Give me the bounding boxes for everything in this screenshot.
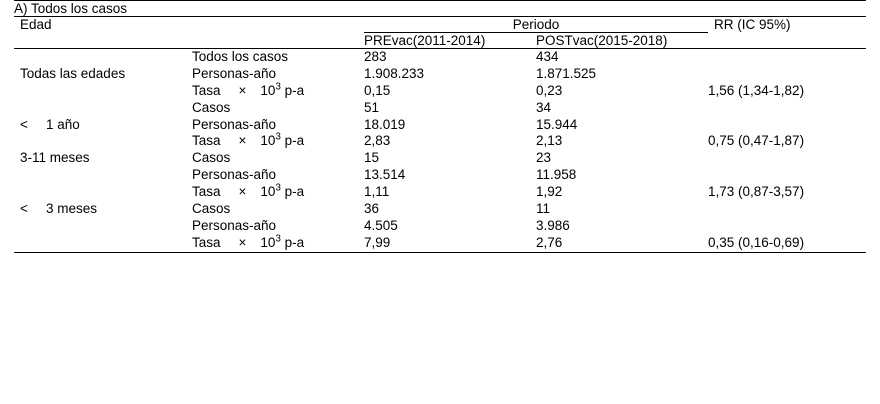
rate-base: 10 — [260, 82, 276, 98]
row-value-pre: 51 — [364, 99, 380, 115]
row-label: Casos — [192, 99, 231, 115]
less-than-sign: < — [20, 116, 28, 132]
group-edad-label — [14, 201, 192, 218]
group-edad-label — [14, 184, 192, 201]
row-label-rate — [192, 235, 364, 252]
row-value-pre: 2,83 — [364, 133, 391, 149]
row-value-rr — [708, 66, 866, 83]
group-edad-label — [14, 100, 192, 117]
table-row — [14, 167, 866, 184]
row-value-post: 11 — [536, 200, 551, 216]
row-value-post: 34 — [536, 99, 552, 115]
rate-unit: p-a — [284, 184, 305, 199]
row-label-rate — [192, 83, 364, 100]
multiply-sign: × — [238, 234, 247, 250]
group-edad-label: Todas las edades — [20, 65, 126, 81]
header-periodo: Periodo — [364, 17, 708, 33]
row-value-post: 3.986 — [536, 217, 570, 233]
row-value-post: 11.958 — [536, 167, 577, 183]
row-value-rr: 0,35 (0,16-0,69) — [708, 235, 866, 252]
row-value-pre: 15 — [364, 150, 380, 166]
subheader-spacer-3 — [708, 33, 866, 49]
age-value: 1 año — [46, 116, 80, 132]
age-value: 3 meses — [46, 200, 98, 216]
group-edad-label: 3-11 meses — [20, 150, 90, 166]
multiply-sign: × — [238, 82, 247, 98]
age-range — [20, 117, 80, 134]
rate-unit: p-a — [284, 234, 305, 250]
row-value-pre: 0,15 — [364, 82, 391, 98]
table-row — [14, 235, 866, 252]
row-value-post: 2,76 — [536, 235, 708, 252]
header-spacer — [192, 17, 364, 33]
group-edad-label — [14, 133, 192, 150]
table-header-row-1 — [14, 17, 866, 33]
rate-unit: p-a — [284, 133, 305, 149]
subheader-spacer-2 — [192, 33, 364, 49]
row-value-pre: 1,11 — [364, 184, 390, 199]
subheader-prevac: PREvac(2011-2014) — [364, 33, 536, 49]
row-label: Personas-año — [192, 116, 277, 132]
rate-exponent: 3 — [275, 131, 281, 143]
row-value-pre: 283 — [364, 49, 387, 64]
row-value-rr: 1,56 (1,34-1,82) — [708, 82, 805, 98]
table-row — [14, 117, 866, 134]
rate-exponent: 3 — [275, 182, 281, 194]
multiply-sign: × — [238, 184, 247, 199]
row-value-rr — [708, 167, 866, 184]
row-value-post: 1.871.525 — [536, 65, 597, 81]
group-edad-label — [14, 49, 192, 66]
table-row — [14, 100, 866, 117]
subheader-postvac: POSTvac(2015-2018) — [536, 33, 708, 49]
row-value-rr — [708, 201, 866, 218]
table-row — [14, 49, 866, 66]
table-row — [14, 66, 866, 83]
row-label: Casos — [192, 150, 231, 166]
row-value-post: 0,23 — [536, 82, 563, 98]
row-value-post: 15.944 — [536, 116, 578, 132]
row-label-rate — [192, 133, 364, 150]
table-row — [14, 184, 866, 201]
rate-word: Tasa — [192, 234, 221, 250]
row-label: Todos los casos — [192, 49, 289, 64]
multiply-sign: × — [238, 133, 247, 149]
row-value-rr — [708, 100, 866, 117]
statistics-table — [14, 0, 866, 253]
row-value-post: 434 — [536, 49, 559, 64]
group-edad-label — [14, 83, 192, 100]
row-value-rr — [708, 49, 866, 66]
rate-exponent: 3 — [275, 233, 281, 245]
row-value-rr — [708, 150, 866, 167]
rate-base: 10 — [260, 184, 276, 199]
subheader-spacer-1 — [14, 33, 192, 49]
table-title: A) Todos los casos — [14, 1, 866, 17]
row-value-rr — [708, 218, 866, 235]
table-row — [14, 201, 866, 218]
rate-base: 10 — [260, 234, 276, 250]
group-edad-label — [14, 235, 192, 252]
row-value-post: 1,92 — [536, 184, 563, 199]
row-value-rr — [708, 117, 866, 134]
row-label: Personas-año — [192, 167, 277, 183]
row-value-rr: 1,73 (0,87-3,57) — [708, 184, 805, 199]
group-edad-label — [14, 218, 192, 235]
row-value-pre: 13.514 — [364, 167, 406, 183]
header-rr: RR (IC 95%) — [714, 17, 791, 33]
group-edad-label — [14, 167, 192, 184]
row-label: Casos — [192, 200, 231, 216]
row-value-rr: 0,75 (0,47-1,87) — [708, 133, 805, 149]
table-title-row — [14, 1, 866, 17]
rate-base: 10 — [260, 133, 276, 149]
table-row — [14, 150, 866, 167]
table-row — [14, 218, 866, 235]
group-edad-label — [14, 117, 192, 134]
row-value-pre: 4.505 — [364, 217, 398, 233]
rate-unit: p-a — [284, 82, 305, 98]
rate-word: Tasa — [192, 82, 221, 98]
table-header-row-2 — [14, 33, 866, 49]
row-value-pre: 36 — [364, 200, 380, 216]
rate-word: Tasa — [192, 133, 221, 149]
row-label: Personas-año — [192, 65, 277, 81]
row-value-post: 23 — [536, 150, 552, 166]
header-edad: Edad — [20, 17, 52, 33]
table-row — [14, 83, 866, 100]
rate-exponent: 3 — [275, 81, 281, 93]
rate-word: Tasa — [192, 184, 221, 199]
less-than-sign: < — [20, 200, 28, 216]
age-range — [20, 201, 97, 218]
row-label: Personas-año — [192, 217, 277, 233]
row-label-rate — [192, 184, 364, 201]
row-value-post: 2,13 — [536, 133, 563, 149]
row-value-pre: 18.019 — [364, 116, 406, 132]
row-value-pre: 7,99 — [364, 235, 536, 252]
row-value-pre: 1.908.233 — [364, 65, 425, 81]
table-row — [14, 133, 866, 150]
